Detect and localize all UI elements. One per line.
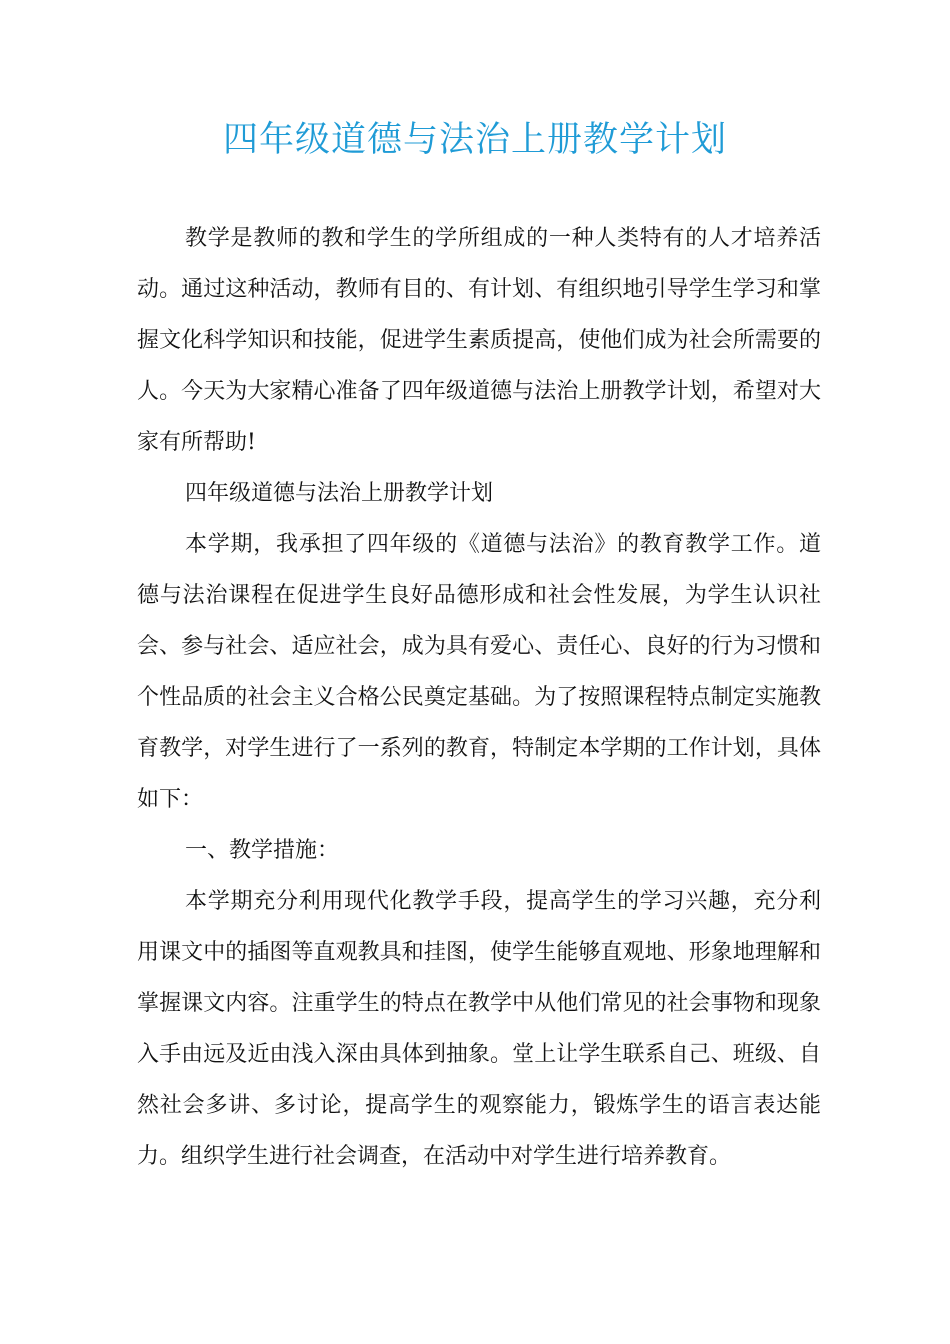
document-body bbox=[137, 213, 821, 1182]
paragraph-semester: 本学期，我承担了四年级的《道德与法治》的教育教学工作。道德与法治课程在促进学生良好品德形成和社会性发展，为学生认识社会、参与社会、适应社会，成为具有爱心、责任心、良好的行为习惯和个性品质的社会主义合格公民奠定基础。为了按照课程特点制定实施教育教学，对学生进行了一系列的教育，特制定本学期的工作计划，具体如下： bbox=[137, 532, 821, 812]
paragraph-intro: 教学是教师的教和学生的学所组成的一种人类特有的人才培养活动。通过这种活动，教师有目的、有计划、有组织地引导学生学习和掌握文化科学知识和技能，促进学生素质提高，使他们成为社会所需要的人。今天为大家精心准备了四年级道德与法治上册教学计划，希望对大家有所帮助! bbox=[137, 226, 821, 455]
paragraph-subtitle: 四年级道德与法治上册教学计划 bbox=[185, 481, 494, 506]
document-title: 四年级道德与法治上册教学计划 bbox=[222, 120, 727, 160]
section-heading-teaching-measures: 一、教学措施： bbox=[185, 838, 340, 863]
paragraph-teaching-measures: 本学期充分利用现代化教学手段，提高学生的学习兴趣，充分利用课文中的插图等直观教具和挂图，使学生能够直观地、形象地理解和掌握课文内容。注重学生的特点在教学中从他们常见的社会事物和现象入手由远及近由浅入深由具体到抽象。堂上让学生联系自己、班级、自然社会多讲、多讨论，提高学生的观察能力，锻炼学生的语言表达能力。组织学生进行社会调查，在活动中对学生进行培养教育。 bbox=[137, 889, 821, 1169]
